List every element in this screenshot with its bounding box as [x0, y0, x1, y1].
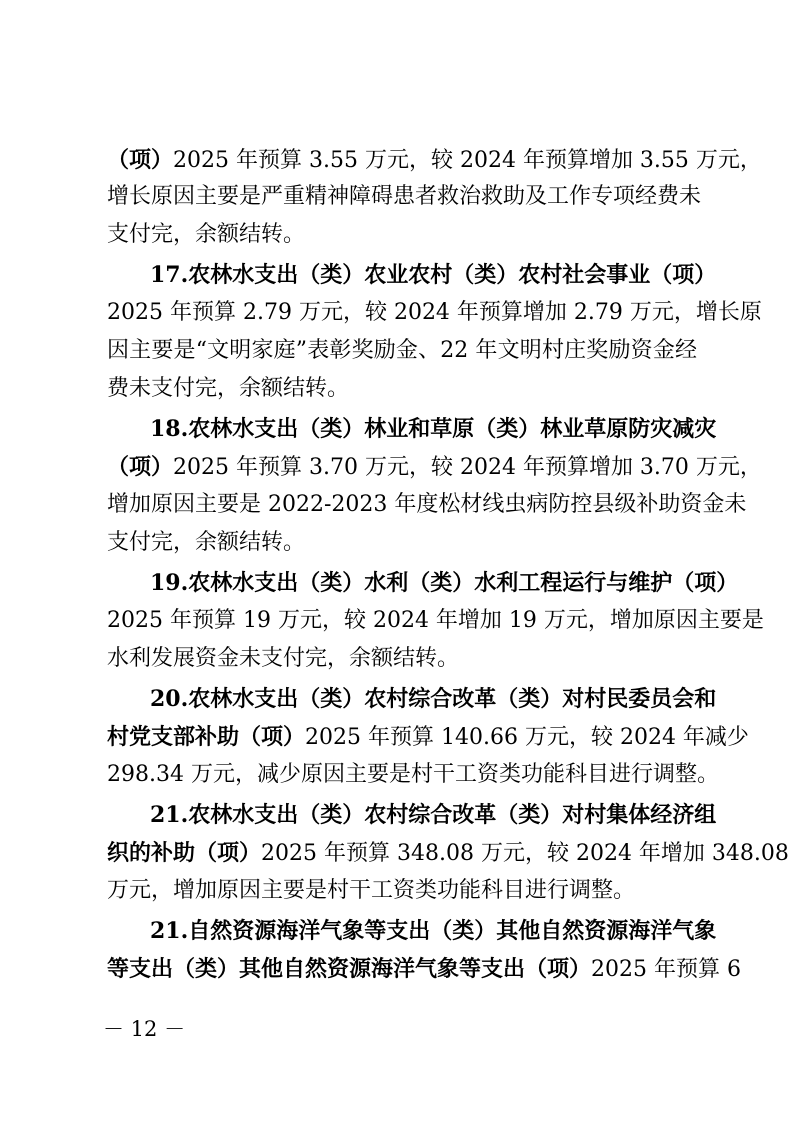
text-line	[107, 488, 747, 524]
bold-heading: 20.农林水支出（类）农村综合改革（类）对村民委员会和	[150, 686, 717, 712]
bold-heading: 21.自然资源海洋气象等支出（类）其他自然资源海洋气象	[150, 918, 717, 944]
text-line	[107, 604, 764, 640]
text-line	[107, 372, 697, 408]
line-text: 水利发展资金未支付完，余额结转。	[107, 646, 460, 671]
text-line	[107, 180, 702, 216]
line-text: 支付完，余额结转。	[107, 222, 306, 247]
line-text: 增加原因主要是 2022-2023 年度松材线虫病防控县级补助资金未	[107, 492, 747, 517]
bold-heading: 等支出（类）其他自然资源海洋气象等支出（项）	[107, 956, 592, 982]
text-line	[150, 798, 717, 834]
line-text: 2025 年预算 19 万元，较 2024 年增加 19 万元，增加原因主要是	[107, 608, 764, 633]
bold-heading: 17.农林水支出（类）农业农村（类）农村社会事业（项）	[150, 262, 717, 288]
text-line	[107, 758, 719, 794]
line-text: 支付完，余额结转。	[107, 530, 306, 555]
text-line	[107, 952, 741, 988]
line-text: 2025 年预算 2.79 万元，较 2024 年预算增加 2.79 万元，增长原	[107, 300, 762, 325]
text-line	[107, 143, 762, 179]
line-text: 2025 年预算 3.55 万元，较 2024 年预算增加 3.55 万元，	[173, 148, 762, 173]
bold-heading: 织的补助（项）	[107, 840, 262, 866]
line-text: 费未支付完，余额结转。	[107, 376, 350, 401]
line-text: 万元，增加原因主要是村干工资类功能科目进行调整。	[107, 878, 636, 903]
text-line	[107, 334, 697, 370]
bold-heading: （项）	[107, 454, 174, 480]
line-text: 2025 年预算 3.70 万元，较 2024 年预算增加 3.70 万元，	[173, 455, 762, 480]
line-text: 增长原因主要是严重精神障碍患者救治救助及工作专项经费未	[107, 184, 702, 209]
text-line	[107, 836, 789, 872]
text-line	[107, 720, 749, 756]
text-line	[150, 682, 717, 718]
bold-heading: 村党支部补助（项）	[107, 724, 306, 750]
page-number: － 12 －	[103, 1017, 186, 1041]
text-line	[150, 914, 717, 950]
text-line	[107, 874, 697, 910]
text-line	[107, 526, 697, 562]
bold-heading: 19.农林水支出（类）水利（类）水利工程运行与维护（项）	[150, 570, 739, 596]
text-line	[150, 412, 717, 448]
line-text: 2025 年预算 6	[591, 957, 741, 982]
bold-heading: 18.农林水支出（类）林业和草原（类）林业草原防灾减灾	[150, 416, 717, 442]
text-line	[107, 450, 762, 486]
bold-heading: 21.农林水支出（类）农村综合改革（类）对村集体经济组	[150, 802, 717, 828]
line-text: 2025 年预算 348.08 万元，较 2024 年增加 348.08	[261, 841, 789, 866]
line-text: 2025 年预算 140.66 万元，较 2024 年减少	[305, 725, 749, 750]
line-text: 因主要是“文明家庭”表彰奖励金、22 年文明村庄奖励资金经	[107, 338, 697, 363]
bold-heading: （项）	[107, 147, 174, 173]
text-line	[107, 296, 762, 332]
text-line	[107, 642, 697, 678]
line-text: 298.34 万元，减少原因主要是村干工资类功能科目进行调整。	[107, 762, 719, 787]
text-line	[150, 258, 717, 294]
text-line	[150, 566, 739, 602]
text-line	[107, 218, 697, 254]
